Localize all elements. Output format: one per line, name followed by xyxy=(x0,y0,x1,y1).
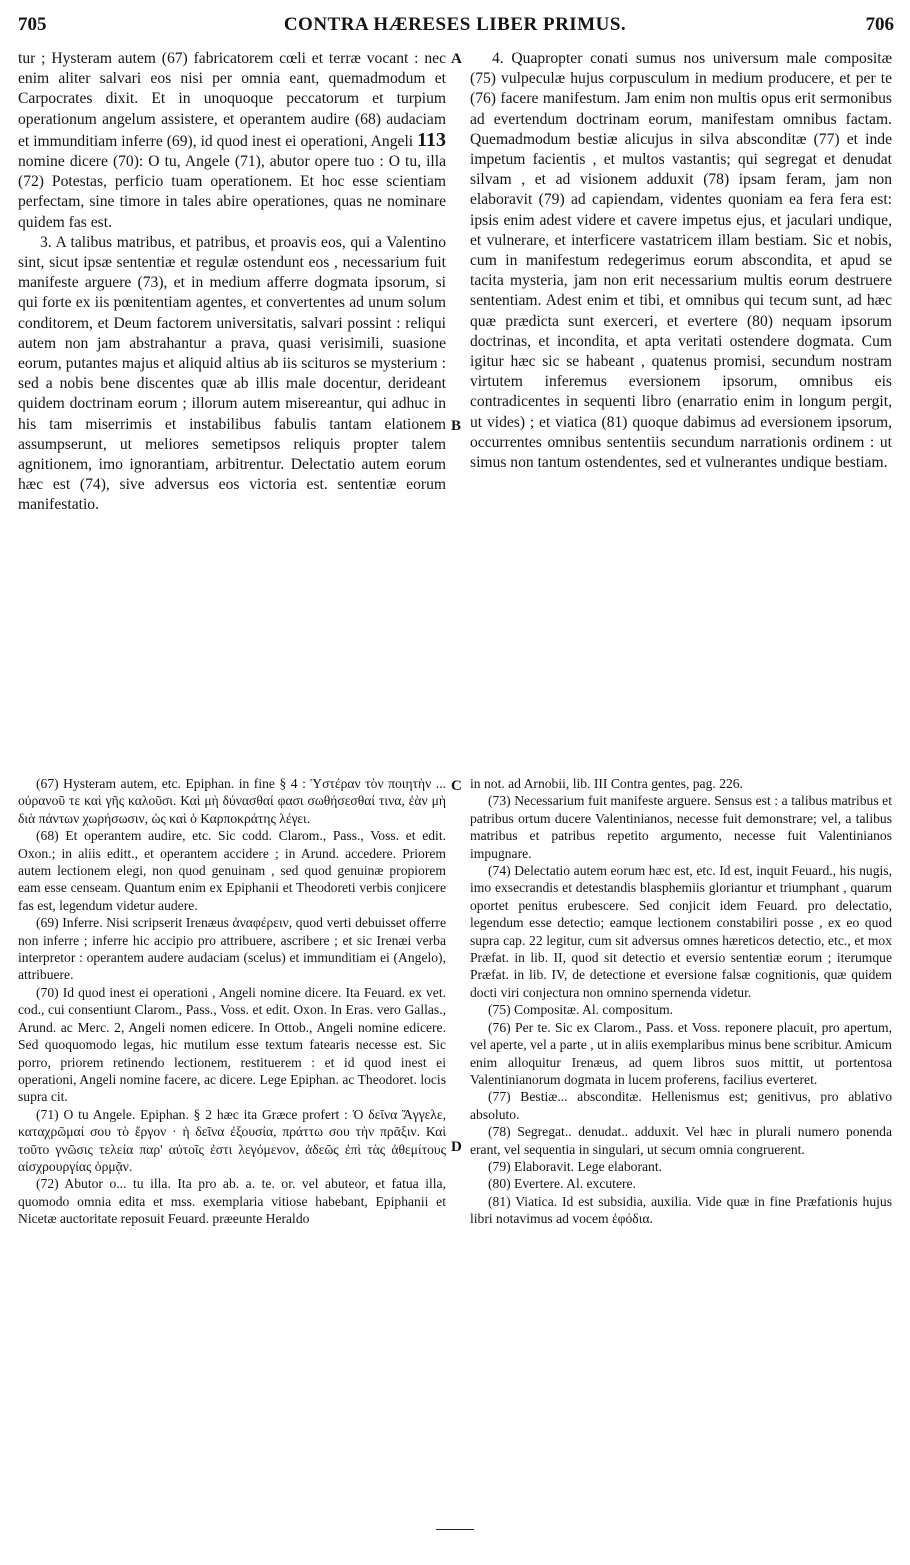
column-marker: 113 xyxy=(417,128,446,151)
paragraph-text: nomine dicere (70): O tu, Angele (71), abutor opere tuo : O tu, illa (72) Potestas, perficio tuam operationem. Et hoc esse scientiam perfectam, sine timore in tales abire operationes, quas ne nominare quidem fas est. xyxy=(18,153,446,231)
page-end-rule xyxy=(436,1529,474,1530)
footnote: (78) Segregat.. denudat.. adduxit. Vel hæc in plurali numero ponenda erant, vel sequentia in singulari, ut secum omnia congruerent. xyxy=(470,1124,892,1157)
footnote: (70) Id quod inest ei operationi , Angeli nomine dicere. Ita Feuard. ex vet. cod., cui consentiunt Clarom., Pass., Voss. et edit. Oxon. In Eras. vero Gallas., Arund. ac Merc. 2, Angeli nomen edicere. In Ottob., Angeli nomine edicere. Sed quoquomodo legas, hic mutilum esse textum fatearis necesse est. Sic porro, priorem retinendo lectionem, restituerem : et id quod inest ei operationi, Angeli nomine facere, ac dicere. Lege Epiphan. ac Theodoret. locis supra cit. xyxy=(18,984,446,1105)
page-number-left: 705 xyxy=(18,14,47,35)
margin-letter-d: D xyxy=(451,1139,462,1155)
footnote: (75) Compositæ. Al. compositum. xyxy=(488,1002,674,1018)
footnote: (77) Bestiæ... absconditæ. Hellenismus est; genitivus, pro ablativo absoluto. xyxy=(470,1089,892,1122)
margin-letter-b: B xyxy=(451,418,462,434)
footnote: (73) Necessarium fuit manifeste arguere. Sensus est : a talibus matribus et patribus ortum ducere Valentinianos, necesse fuit demonstrare; vel, a talibus matribus et patribus repetito argumento, necesse fuit Valentinianos impugnare. xyxy=(470,793,892,861)
page-number-right: 706 xyxy=(865,14,894,35)
paragraph-4: 4. Quapropter conati sumus nos universum male compositæ (75) vulpeculæ hujus corpusculum in medium producere, et per te (76) facere manifestum. Jam enim non multis opus erit sermonibus ad evertendum doctrinam eorum, manifestam omnibus factam. Quemadmodum bestiæ alicujus in silva absconditæ (77) et inde impetum facientis , et multos vastantis; qui segregat et denudat silvam , et ad visionem adduxit (78) ipsam feram, jam non elaboravit (79) ad capiendam, videntes quoniam ea fera fera est: ipsis enim adest videre et cavere impetus ejus, et jaculari undique, et vulnerare, et interficere vastatricem illam bestiam. Sic et nobis, cum in manifestum redegerimus eorum abscondita, et apud se tacita mysteria, jam non erit necessarium multis eorum destruere sententiam. Adest enim et tibi, et omnibus qui tecum sunt, ad hæc quæ prædicta sunt exerceri, et evertere (80) nequam ipsorum doctrinas, et incondita, et apta veritati ostendere dogmata. Cum igitur hæc sic se habeant , quatenus promisi, secundum nostram virtutem inferemus eversionem ipsorum, omnibus eis contradicentes in sequenti libro (enarratio enim in longum pergit, ut vides) ; et viatica (81) quoque dabimus ad eversionem ipsorum, occurrentes omnibus sententiis secundum narrationis ordinem : ut simus non tantum ostendentes, sed et vulnerantes undique bestiam. xyxy=(470,50,892,472)
footnotes-left-column xyxy=(18,775,446,1228)
paragraph-text: tur ; Hysteram autem (67) fabricatorem cœli et terræ vocant : nec enim aliter salvari eos nisi per omnia eant, quemadmodum et Carpocrates dixit. Et in unoquoque peccatorum et turpium operationum angelum assistere, et operantem audire (68) audaciam et immunditiam inferre (69), id quod inest ei operationi, Angeli xyxy=(18,50,446,150)
footnote: (81) Viatica. Id est subsidia, auxilia. Vide quæ in fine Præfationis hujus libri notavimus ad vocem ἐφόδια. xyxy=(470,1193,892,1227)
footnote: (68) Et operantem audire, etc. Sic codd. Clarom., Pass., Voss. et edit. Oxon.; in aliis editt., et operantem accidere ; in Arund. accedere. Priorem autem lectionem elegi, non quod genuinam , sed quod genuinæ propiorem eam esse censeam. Quantum enim ex Epiphanii et Theodoreti verbis conjicere fas est, legendum videtur audere. xyxy=(18,828,446,913)
footnote: (76) Per te. Sic ex Clarom., Pass. et Voss. reponere placuit, pro apertum, vel aperte, vel a parte , ut in aliis exemplaribus minus bene scribitur. Amicum enim alloquitur Irenæus, ad quem libros suos mittit, ut portentosa Valentinianorum dogmata in lucem proferens, facilius everteret. xyxy=(470,1019,892,1087)
footnote: (80) Evertere. Al. excutere. xyxy=(488,1176,636,1192)
margin-letter-c: C xyxy=(451,778,462,794)
footnote: (71) O tu Angele. Epiphan. § 2 hæc ita Græce profert : Ὁ δεῖνα Ἄγγελε, καταχρῶμαί σου τὸ ἔργον · ἡ δεῖνα ἐξουσία, πράττω σου τὴν πρᾶξιν. Καὶ τοῦτο γνῶσις τελεία παρ' αὐτοῖς ἐστι λεγόμενον, ἀδεῶς ἐπὶ τὰς ἀθεμίτους αἰσχρουργίας ὁρμᾷν. xyxy=(18,1106,446,1174)
footnote: (69) Inferre. Nisi scripserit Irenæus ἀναφέρειν, quod verti debuisset offerre non inferre ; inferre hic accipio pro attribuere, ascribere ; et sic Irenæi verba interpretor : operantem audere audaciam (scelus) et immunditiam ei (Angelo), attribuere. xyxy=(18,915,446,983)
margin-letter-a: A xyxy=(451,51,462,67)
paragraph-continuation xyxy=(18,49,446,233)
footnote: (72) Abutor o... tu illa. Ita pro ab. a. te. or. vel abuteor, et fatua illa, quomodo omnia edita et mss. exemplaria vitiose habebant, Epiphanii et Nicetæ auctoritate reposuit Feuard. præeunte Heraldo xyxy=(18,1176,446,1227)
footnote: (67) Hysteram autem, etc. Epiphan. in fine § 4 : Ὑστέραν τὸν ποιητὴν ... οὐρανοῦ τε καὶ γῆς καλοῦσι. Καὶ μὴ δύνασθαί φασι σωθήσεσθαί τινα, ἐὰν μὴ διὰ πάντων χωρήσωσιν, ὡς καὶ ὁ Καρποκράτης λέγει. xyxy=(18,776,446,826)
running-title: CONTRA HÆRESES LIBER PRIMUS. xyxy=(283,14,627,35)
main-text-right-column xyxy=(470,49,892,473)
footnotes-right-column xyxy=(470,775,892,1228)
running-header xyxy=(0,0,910,40)
main-text-left-column xyxy=(18,49,446,516)
paragraph-3: 3. A talibus matribus, et patribus, et proavis eos, qui a Valentino sint, sicut ipsæ sententiæ et regulæ ostendunt eos , necessarium fuit manifeste arguere (73), et in medium afferre dogmata ipsorum, si qui forte ex iis pœnitentiam agentes, et convertentes ad unum solum conditorem, et Deum factorem universitatis, salvari possint : reliqui autem non jam abstrahantur a prava, quasi verisimili, suasione eorum, putantes majus et aliquid altius ab iis scituros se mysterium : sed a nobis bene discentes quæ ab illis male docentur, derideant quidem doctrinam eorum ; illorum autem misereantur, qui adhuc in his tam miserrimis et instabilibus fabulis tantam elationem assumpserunt, ut meliores semetipsos reliquis propter talem agnitionem, imo ignorantiam, arbitrentur. Delectatio autem eorum hæc est (74), sive adversus eos victoria est. sententiæ eorum manifestatio. xyxy=(18,233,446,514)
footnote: (79) Elaboravit. Lege elaborant. xyxy=(488,1158,662,1174)
footnote: (74) Delectatio autem eorum hæc est, etc. Id est, inquit Feuard., his nugis, imo exsecrandis et detestandis blasphemiis gloriantur et triumphant , quarum oportet penitus erubescere. Sed conjicit idem Feuard. pro delectatio, legendum esse detectio; eamque lectionem constabiliri posse , ex eo quod supra cap. 22 legitur, cum sit adversus omnes hæreticos detectio, etc., et mox Præfat. in lib. II, quod sit detectio et eversio sententiæ eorum ; iterumque Præfat. in lib. IV, de detectione et eversione falsæ cognitionis, quæ quidem docti viri conjectura non omnino spernenda videtur. xyxy=(470,863,892,1000)
footnote-continuation: in not. ad Arnobii, lib. III Contra gentes, pag. 226. xyxy=(470,776,743,791)
